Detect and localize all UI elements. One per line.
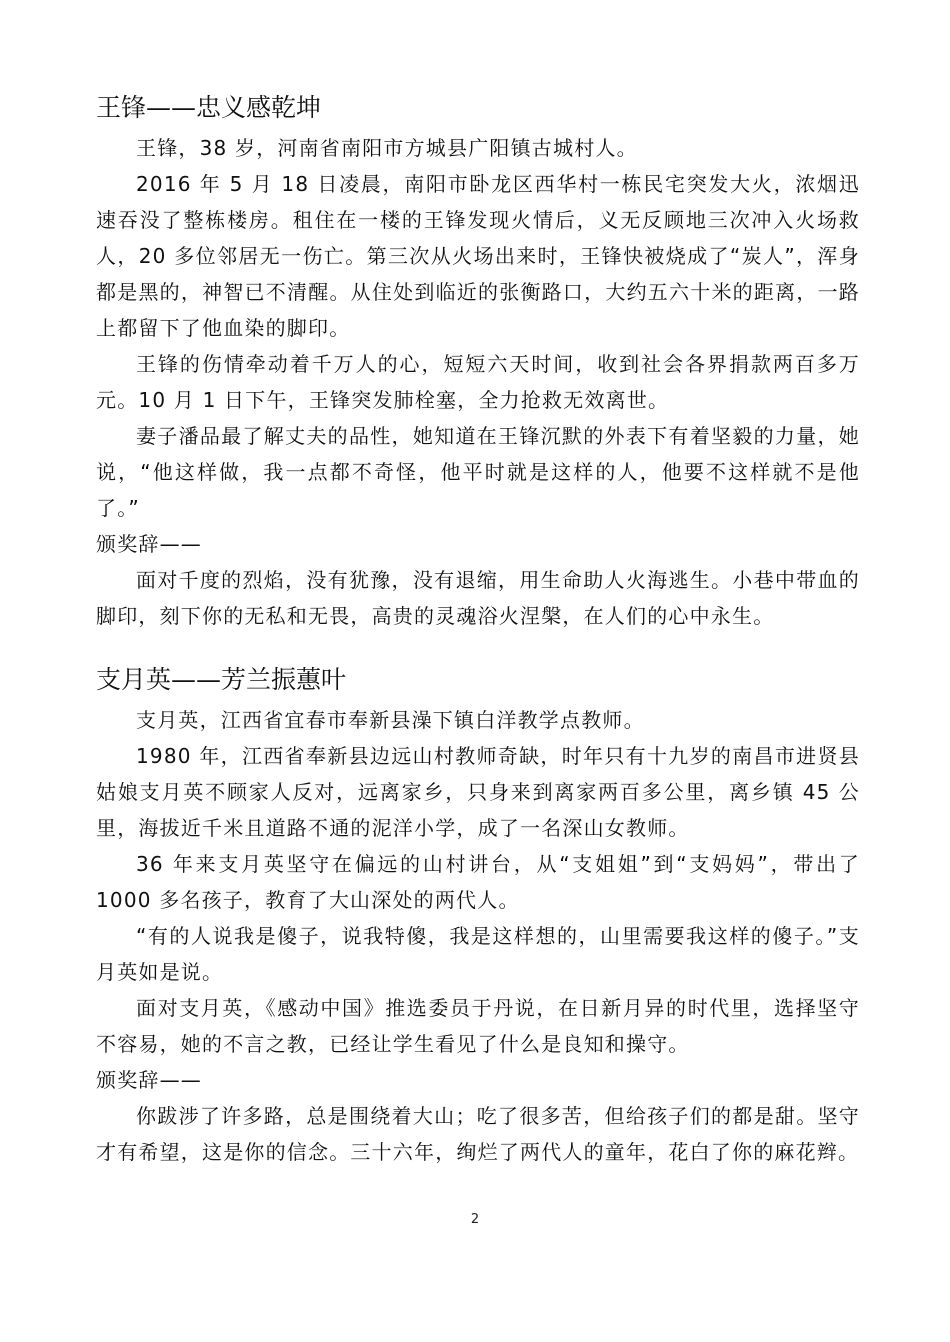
paragraph: 王锋的伤情牵动着千万人的心，短短六天时间，收到社会各界捐款两百多万元。10 月 1 日下午，王锋突发肺栓塞，全力抢救无效离世。 [96,352,860,412]
page-content [96,88,860,1170]
section-title: 支月英——芳兰振蕙叶 [96,665,347,694]
paragraph: “有的人说我是傻子，说我特傻，我是这样想的，山里需要我这样的傻子。”支月英如是说。 [96,924,860,984]
award-text: 你跋涉了许多路，总是围绕着大山；吃了很多苦，但给孩子们的都是甜。坚守才有希望，这是你的信念。三十六年，绚烂了两代人的童年，花白了你的麻花辫。 [96,1104,860,1164]
paragraph: 王锋，38 岁，河南省南阳市方城县广阳镇古城村人。 [136,136,638,160]
award-text: 面对千度的烈焰，没有犹豫，没有退缩，用生命助人火海逃生。小巷中带血的脚印，刻下你的无私和无畏，高贵的灵魂浴火涅槃，在人们的心中永生。 [96,568,860,628]
paragraph: 1980 年，江西省奉新县边远山村教师奇缺，时年只有十九岁的南昌市进贤县姑娘支月英不顾家人反对，远离家乡，只身来到离家两百多公里，离乡镇 45 公里，海拔近千米且道路不通的泥洋小学，成了一名深山女教师。 [96,744,860,840]
paragraph: 面对支月英，《感动中国》推选委员于丹说，在日新月异的时代里，选择坚守不容易，她的不言之教，已经让学生看见了什么是良知和操守。 [96,996,860,1056]
paragraph: 2016 年 5 月 18 日凌晨，南阳市卧龙区西华村一栋民宅突发大火，浓烟迅速吞没了整栋楼房。租住在一楼的王锋发现火情后，义无反顾地三次冲入火场救人，20 多位邻居无一伤亡。第三次从火场出来时，王锋快被烧成了“炭人”，浑身都是黑的，神智已不清醒。从住处到临近的张衡路口，大约五六十米的距离，一路上都留下了他血染的脚印。 [96,172,860,340]
page-number: 2 [470,1212,480,1227]
award-label: 颁奖辞—— [96,532,202,556]
paragraph: 支月英，江西省宜春市奉新县澡下镇白洋教学点教师。 [136,708,645,732]
paragraph: 36 年来支月英坚守在偏远的山村讲台，从“支姐姐”到“支妈妈”，带出了 1000 多名孩子，教育了大山深处的两代人。 [96,852,860,912]
section-wang-feng [96,88,860,634]
section-title: 王锋——忠义感乾坤 [96,93,322,122]
award-label: 颁奖辞—— [96,1068,202,1092]
paragraph: 妻子潘品最了解丈夫的品性，她知道在王锋沉默的外表下有着坚毅的力量，她说，“他这样做，我一点都不奇怪，他平时就是这样的人，他要不这样就不是他了。” [96,424,860,520]
section-zhi-yueying [96,660,860,1170]
